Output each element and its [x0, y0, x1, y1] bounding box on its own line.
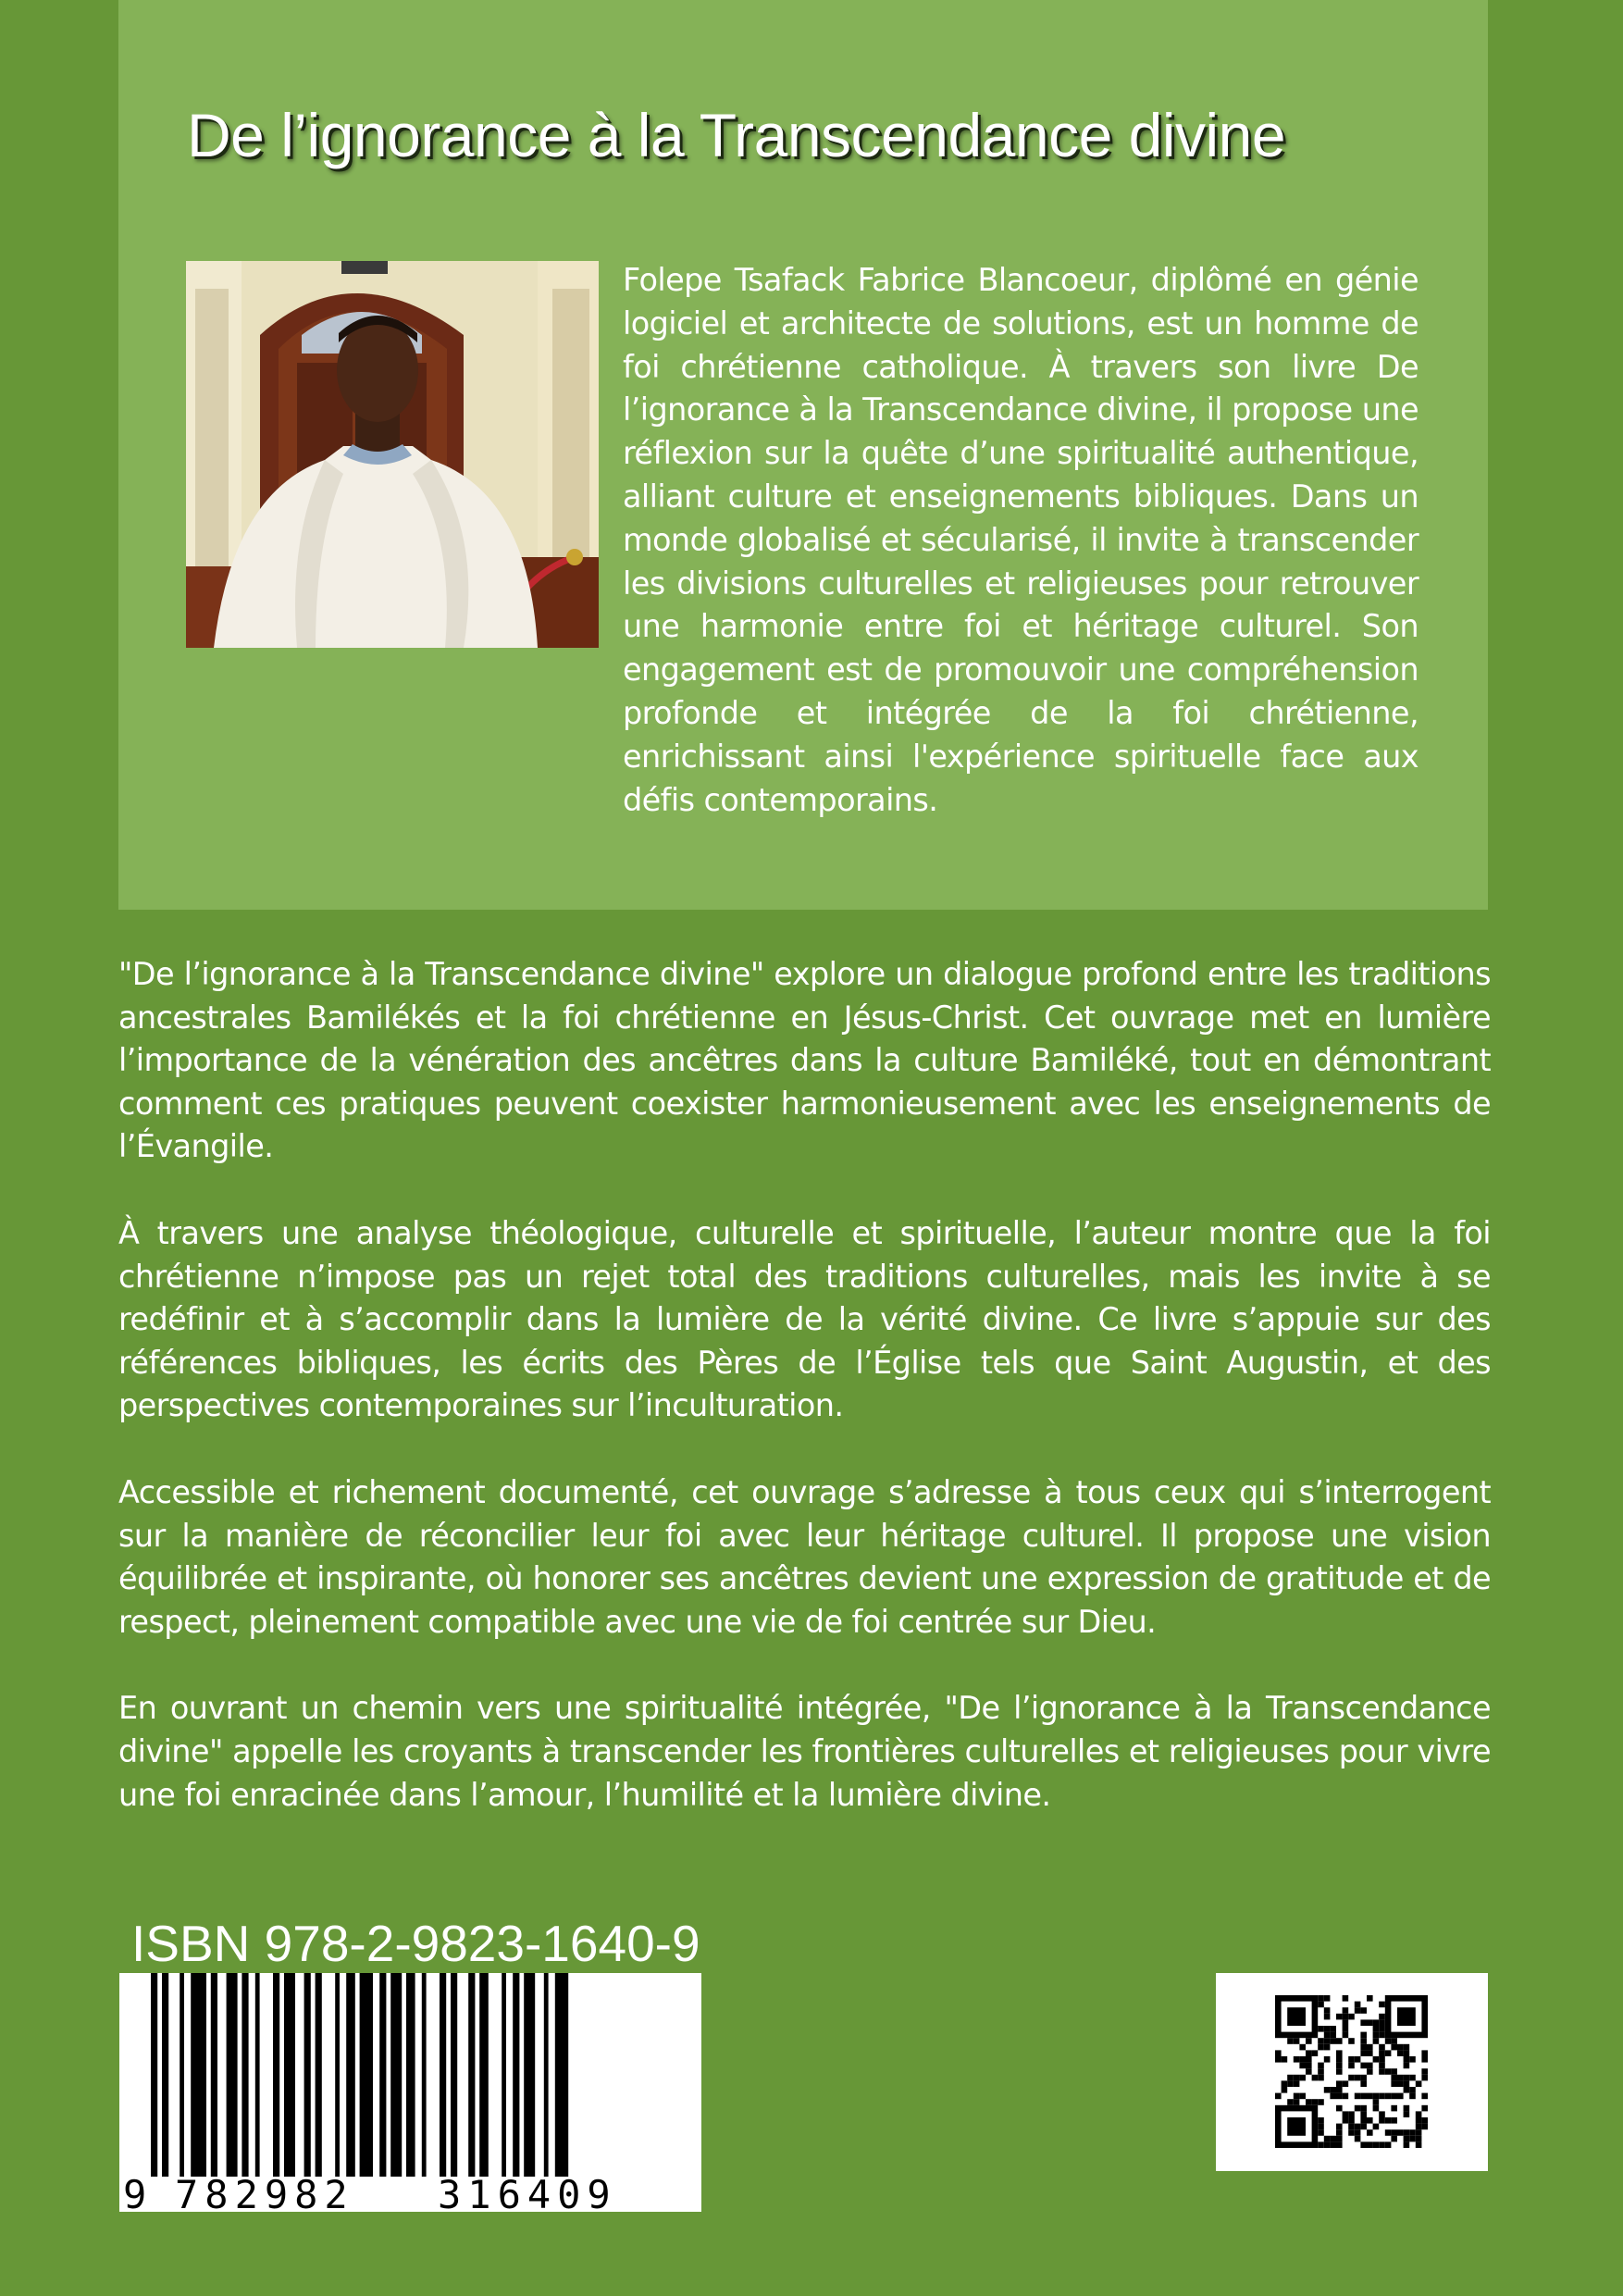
- author-photo: [186, 261, 599, 648]
- author-photo-image: [186, 261, 599, 648]
- barcode-digit-left: 782982: [175, 2172, 354, 2212]
- isbn-label: ISBN 978-2-9823-1640-9: [131, 1915, 700, 1972]
- book-title: De l’ignorance à la Transcendance divine: [187, 101, 1286, 169]
- barcode-digit-right: 316409: [438, 2172, 617, 2212]
- barcode: [119, 1973, 701, 2212]
- book-description: [118, 953, 1491, 1860]
- description-paragraph: En ouvrant un chemin vers une spiritualité intégrée, "De l’ignorance à la Transcendance divine" appelle les croyants à transcender les frontières culturelles et religieuses pour vivre une foi enracinée dans l’amour, l’humilité et la lumière divine.: [118, 1690, 1491, 1813]
- description-paragraph: Accessible et richement documenté, cet ouvrage s’adresse à tous ceux qui s’interrogent sur la manière de réconcilier leur foi avec leur héritage culturel. Il propose une vision équilibrée et inspirante, où honorer ses ancêtres devient une expression de gratitude et de respect, pleinement compatible avec une vie de foi centrée sur Dieu.: [118, 1473, 1491, 1640]
- description-paragraph: "De l’ignorance à la Transcendance divine" explore un dialogue profond entre les traditions ancestrales Bamilékés et la foi chrétienne en Jésus-Christ. Cet ouvrage met en lumière l’importance de la vénération des ancêtres dans la culture Bamiléké, tout en démontrant comment ces pratiques peuvent coexister harmonieusement avec les enseignements de l’Évangile.: [118, 956, 1491, 1165]
- qr-code-box: [1216, 1973, 1488, 2171]
- qr-code-icon: [1216, 1973, 1488, 2171]
- author-bio: Folepe Tsafack Fabrice Blancoeur, diplômé en génie logiciel et architecte de solutions, est un homme de foi chrétienne catholique. À travers son livre De l’ignorance à la Transcendance divine, il propose une réflexion sur la quête d’une spiritualité authentique, alliant culture et enseignements bibliques. Dans un monde globalisé et sécularisé, il invite à transcender les divisions culturelles et religieuses pour retrouver une harmonie entre foi et héritage culturel. Son engagement est de promouvoir une compréhension profonde et intégrée de la foi chrétienne, enrichissant ainsi l'expérience spirituelle face aux défis contemporains.: [623, 262, 1419, 818]
- barcode-icon: [119, 1973, 701, 2212]
- description-paragraph: À travers une analyse théologique, culturelle et spirituelle, l’auteur montre que la foi chrétienne n’impose pas un rejet total des traditions culturelles, mais les invite à se redéfinir et à s’accomplir dans la lumière de la vérité divine. Ce livre s’appuie sur des références bibliques, les écrits des Pères de l’Église tels que Saint Augustin, et des perspectives contemporaines sur l’inculturation.: [118, 1214, 1491, 1424]
- barcode-digit-prefix: 9: [123, 2172, 147, 2212]
